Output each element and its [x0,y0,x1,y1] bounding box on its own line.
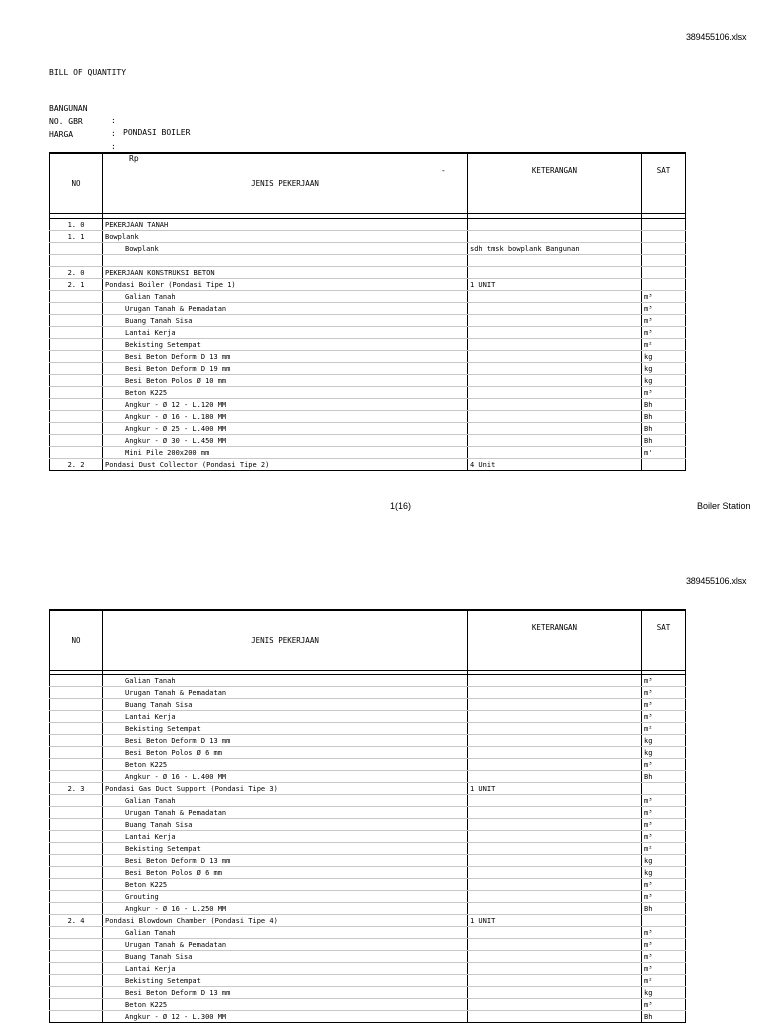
cell-jenis-pekerjaan: Buang Tanah Sisa [103,951,468,963]
cell-keterangan [468,939,642,951]
table-row [50,315,686,327]
cell-sat: m³ [642,879,686,891]
cell-no [50,855,103,867]
table-row [50,963,686,975]
cell-jenis-pekerjaan: Besi Beton Deform D 13 mm [103,735,468,747]
cell-sat: m² [642,843,686,855]
cell-no [50,291,103,303]
cell-sat: kg [642,855,686,867]
table-row [50,759,686,771]
cell-no [50,351,103,363]
cell-no: 1. 0 [50,219,103,231]
cell-no [50,927,103,939]
cell-no [50,303,103,315]
cell-jenis-pekerjaan: Bekisting Setempat [103,723,468,735]
cell-sat: m³ [642,831,686,843]
cell-jenis-pekerjaan: Besi Beton Deform D 13 mm [103,855,468,867]
cell-jenis-pekerjaan: Pondasi Dust Collector (Pondasi Tipe 2) [103,459,468,471]
cell-sat: m³ [642,291,686,303]
cell-jenis-pekerjaan: Angkur - Ø 30 - L.450 MM [103,435,468,447]
cell-no [50,447,103,459]
cell-jenis-pekerjaan: Bekisting Setempat [103,339,468,351]
cell-jenis-pekerjaan: Grouting [103,891,468,903]
cell-keterangan [468,759,642,771]
cell-jenis-pekerjaan: Pondasi Blowdown Chamber (Pondasi Tipe 4) [103,915,468,927]
cell-sat: m³ [642,795,686,807]
cell-jenis-pekerjaan: PEKERJAAN TANAH [103,219,468,231]
cell-keterangan [468,771,642,783]
cell-sat: m³ [642,687,686,699]
table-row [50,771,686,783]
cell-sat: m³ [642,675,686,687]
cell-no [50,759,103,771]
meta-bangunan-sep: : [111,116,116,125]
header-no: NO [50,610,103,671]
cell-no [50,867,103,879]
header-no: NO [50,153,103,214]
cell-no [50,903,103,915]
cell-sat: kg [642,363,686,375]
header-sat: SAT [642,610,686,671]
table-row [50,447,686,459]
cell-sat: m³ [642,951,686,963]
cell-keterangan [468,435,642,447]
table-row [50,351,686,363]
cell-no [50,951,103,963]
cell-keterangan [468,843,642,855]
cell-jenis-pekerjaan: Beton K225 [103,999,468,1011]
cell-no [50,999,103,1011]
table-row [50,747,686,759]
cell-sat: Bh [642,1011,686,1023]
cell-keterangan [468,411,642,423]
cell-no: 2. 4 [50,915,103,927]
cell-no [50,375,103,387]
cell-sat: Bh [642,423,686,435]
table-row [50,843,686,855]
cell-jenis-pekerjaan: Angkur - Ø 12 - L.120 MM [103,399,468,411]
cell-sat: m³ [642,963,686,975]
table-row [50,711,686,723]
cell-jenis-pekerjaan: Mini Pile 200x200 mm [103,447,468,459]
cell-keterangan [468,807,642,819]
page1-filename: 389455106.xlsx [686,32,747,42]
cell-jenis-pekerjaan: Urugan Tanah & Pemadatan [103,807,468,819]
table-row [50,783,686,795]
cell-keterangan [468,747,642,759]
cell-sat: kg [642,987,686,999]
cell-keterangan [468,795,642,807]
table-row [50,399,686,411]
boq-table-page2 [49,609,686,1023]
table-row [50,987,686,999]
table-row [50,339,686,351]
cell-no [50,807,103,819]
cell-jenis-pekerjaan: Pondasi Boiler (Pondasi Tipe 1) [103,279,468,291]
cell-sat: m³ [642,387,686,399]
cell-keterangan [468,447,642,459]
cell-no [50,735,103,747]
cell-no: 1. 1 [50,231,103,243]
cell-jenis-pekerjaan: Besi Beton Polos Ø 10 mm [103,375,468,387]
table-row [50,219,686,231]
header-jenis-pekerjaan: JENIS PEKERJAAN [103,153,468,214]
cell-jenis-pekerjaan: Besi Beton Deform D 13 mm [103,987,468,999]
cell-keterangan [468,315,642,327]
cell-keterangan [468,363,642,375]
cell-jenis-pekerjaan: Lantai Kerja [103,327,468,339]
cell-no [50,975,103,987]
cell-jenis-pekerjaan: Galian Tanah [103,795,468,807]
cell-sat [642,219,686,231]
cell-no [50,411,103,423]
cell-jenis-pekerjaan: Lantai Kerja [103,963,468,975]
cell-no [50,315,103,327]
cell-keterangan [468,879,642,891]
cell-keterangan [468,1011,642,1023]
cell-keterangan: 4 Unit [468,459,642,471]
table-row [50,723,686,735]
meta-bangunan-label: BANGUNAN [49,104,88,113]
table-row [50,1011,686,1023]
cell-keterangan [468,975,642,987]
cell-sat [642,267,686,279]
table-row [50,375,686,387]
cell-keterangan [468,399,642,411]
page2-filename: 389455106.xlsx [686,576,747,586]
cell-jenis-pekerjaan: Beton K225 [103,387,468,399]
table-row [50,699,686,711]
cell-no [50,339,103,351]
cell-no [50,747,103,759]
table-row [50,675,686,687]
cell-no [50,387,103,399]
cell-jenis-pekerjaan: Urugan Tanah & Pemadatan [103,687,468,699]
cell-no: 2. 1 [50,279,103,291]
cell-keterangan [468,375,642,387]
cell-sat: Bh [642,411,686,423]
cell-keterangan [468,291,642,303]
cell-sat: m' [642,447,686,459]
cell-no [50,423,103,435]
meta-no-gbr-label: NO. GBR [49,117,83,126]
cell-no [50,363,103,375]
cell-no: 2. 3 [50,783,103,795]
cell-sat [642,255,686,267]
cell-keterangan [468,831,642,843]
cell-sat: m³ [642,759,686,771]
cell-no [50,939,103,951]
table-header [50,610,686,671]
cell-keterangan [468,819,642,831]
cell-keterangan: 1 UNIT [468,279,642,291]
cell-jenis-pekerjaan: Pondasi Gas Duct Support (Pondasi Tipe 3) [103,783,468,795]
table-header [50,153,686,214]
boq-table-page1 [49,152,686,471]
cell-sat: kg [642,735,686,747]
cell-jenis-pekerjaan: Beton K225 [103,879,468,891]
cell-keterangan [468,867,642,879]
document-title: BILL OF QUANTITY [49,68,127,77]
cell-jenis-pekerjaan: Angkur - Ø 16 - L.250 MM [103,903,468,915]
cell-keterangan [468,699,642,711]
cell-keterangan [468,987,642,999]
cell-sat: m³ [642,327,686,339]
table-row [50,951,686,963]
cell-keterangan [468,927,642,939]
table-row [50,363,686,375]
cell-keterangan [468,267,642,279]
cell-jenis-pekerjaan: Besi Beton Polos Ø 6 mm [103,867,468,879]
cell-jenis-pekerjaan: PEKERJAAN KONSTRUKSI BETON [103,267,468,279]
cell-jenis-pekerjaan: Buang Tanah Sisa [103,699,468,711]
footer-title: Boiler Station [697,501,751,511]
cell-no [50,1011,103,1023]
header-keterangan: KETERANGAN [468,153,642,214]
cell-sat: m² [642,723,686,735]
cell-jenis-pekerjaan: Angkur - Ø 25 - L.400 MM [103,423,468,435]
cell-no [50,435,103,447]
cell-sat: Bh [642,399,686,411]
cell-no [50,327,103,339]
table-row [50,243,686,255]
table-row [50,867,686,879]
table-row [50,807,686,819]
cell-keterangan [468,423,642,435]
cell-keterangan: 1 UNIT [468,783,642,795]
cell-no [50,831,103,843]
cell-no: 2. 2 [50,459,103,471]
cell-keterangan [468,387,642,399]
cell-keterangan [468,231,642,243]
cell-jenis-pekerjaan: Galian Tanah [103,291,468,303]
table-row [50,279,686,291]
cell-keterangan [468,951,642,963]
cell-jenis-pekerjaan: Galian Tanah [103,675,468,687]
header-sat: SAT [642,153,686,214]
table-row [50,999,686,1011]
cell-sat: m³ [642,999,686,1011]
cell-keterangan [468,327,642,339]
cell-sat [642,279,686,291]
table-row [50,327,686,339]
cell-jenis-pekerjaan: Besi Beton Deform D 19 mm [103,363,468,375]
table-row [50,291,686,303]
cell-keterangan [468,255,642,267]
cell-no [50,711,103,723]
cell-no: 2. 0 [50,267,103,279]
cell-jenis-pekerjaan: Besi Beton Polos Ø 6 mm [103,747,468,759]
cell-sat: m³ [642,807,686,819]
cell-jenis-pekerjaan: Angkur - Ø 16 - L.180 MM [103,411,468,423]
table-row [50,879,686,891]
meta-harga-trailing: - [441,166,446,175]
cell-no [50,891,103,903]
table-row [50,423,686,435]
cell-no [50,699,103,711]
cell-jenis-pekerjaan: Urugan Tanah & Pemadatan [103,939,468,951]
table-row [50,231,686,243]
cell-keterangan [468,711,642,723]
table-row [50,795,686,807]
cell-jenis-pekerjaan: Bowplank [103,231,468,243]
cell-sat: m³ [642,819,686,831]
table-row [50,927,686,939]
cell-sat: Bh [642,771,686,783]
cell-jenis-pekerjaan: Bekisting Setempat [103,975,468,987]
table-row [50,267,686,279]
cell-keterangan [468,891,642,903]
cell-sat: m³ [642,303,686,315]
table-row [50,939,686,951]
meta-no-gbr-sep: : [111,129,116,138]
cell-jenis-pekerjaan: Buang Tanah Sisa [103,315,468,327]
table-row [50,819,686,831]
table-row [50,411,686,423]
cell-sat: m² [642,975,686,987]
table-row [50,687,686,699]
cell-sat: kg [642,867,686,879]
meta-harga-sep: : [111,142,116,151]
table-row [50,255,686,267]
cell-no [50,843,103,855]
cell-no [50,819,103,831]
cell-keterangan [468,219,642,231]
cell-keterangan [468,687,642,699]
cell-no [50,771,103,783]
cell-jenis-pekerjaan: Lantai Kerja [103,831,468,843]
cell-jenis-pekerjaan: Besi Beton Deform D 13 mm [103,351,468,363]
cell-no [50,795,103,807]
cell-no [50,687,103,699]
cell-sat [642,783,686,795]
table-row [50,735,686,747]
header-keterangan: KETERANGAN [468,610,642,671]
table-row [50,303,686,315]
table-row [50,387,686,399]
table-row [50,855,686,867]
cell-keterangan [468,675,642,687]
cell-keterangan [468,735,642,747]
cell-sat: m³ [642,315,686,327]
cell-keterangan [468,855,642,867]
cell-keterangan [468,903,642,915]
cell-no [50,243,103,255]
cell-no [50,675,103,687]
table-row [50,459,686,471]
cell-sat: m³ [642,927,686,939]
table-row [50,975,686,987]
cell-no [50,255,103,267]
cell-jenis-pekerjaan: Lantai Kerja [103,711,468,723]
table-row [50,435,686,447]
table-row [50,915,686,927]
cell-sat: Bh [642,435,686,447]
cell-jenis-pekerjaan [103,255,468,267]
cell-sat: kg [642,351,686,363]
cell-keterangan [468,723,642,735]
header-jenis-pekerjaan: JENIS PEKERJAAN [103,610,468,671]
cell-sat: m³ [642,711,686,723]
cell-sat [642,243,686,255]
cell-jenis-pekerjaan: Bowplank [103,243,468,255]
cell-no [50,963,103,975]
meta-harga-value: Rp [129,154,139,163]
cell-no [50,879,103,891]
cell-keterangan [468,339,642,351]
table-row [50,891,686,903]
table-row [50,831,686,843]
cell-jenis-pekerjaan: Urugan Tanah & Pemadatan [103,303,468,315]
page-number: 1(16) [390,501,412,511]
cell-no [50,723,103,735]
cell-keterangan: 1 UNIT [468,915,642,927]
cell-sat [642,915,686,927]
cell-jenis-pekerjaan: Angkur - Ø 16 - L.400 MM [103,771,468,783]
cell-keterangan [468,999,642,1011]
cell-no [50,987,103,999]
cell-sat [642,459,686,471]
cell-jenis-pekerjaan: Galian Tanah [103,927,468,939]
cell-sat: m³ [642,939,686,951]
cell-jenis-pekerjaan: Bekisting Setempat [103,843,468,855]
cell-jenis-pekerjaan: Beton K225 [103,759,468,771]
cell-sat: m² [642,339,686,351]
cell-keterangan [468,963,642,975]
meta-harga-label: HARGA [49,130,74,139]
cell-sat: m³ [642,891,686,903]
cell-sat: kg [642,747,686,759]
cell-keterangan [468,351,642,363]
cell-keterangan: sdh tmsk bowplank Bangunan [468,243,642,255]
table-row [50,903,686,915]
meta-bangunan-value: PONDASI BOILER [123,128,191,137]
cell-no [50,399,103,411]
cell-keterangan [468,303,642,315]
cell-jenis-pekerjaan: Buang Tanah Sisa [103,819,468,831]
cell-sat: m³ [642,699,686,711]
cell-sat: Bh [642,903,686,915]
cell-jenis-pekerjaan: Angkur - Ø 12 - L.300 MM [103,1011,468,1023]
cell-sat [642,231,686,243]
cell-sat: kg [642,375,686,387]
